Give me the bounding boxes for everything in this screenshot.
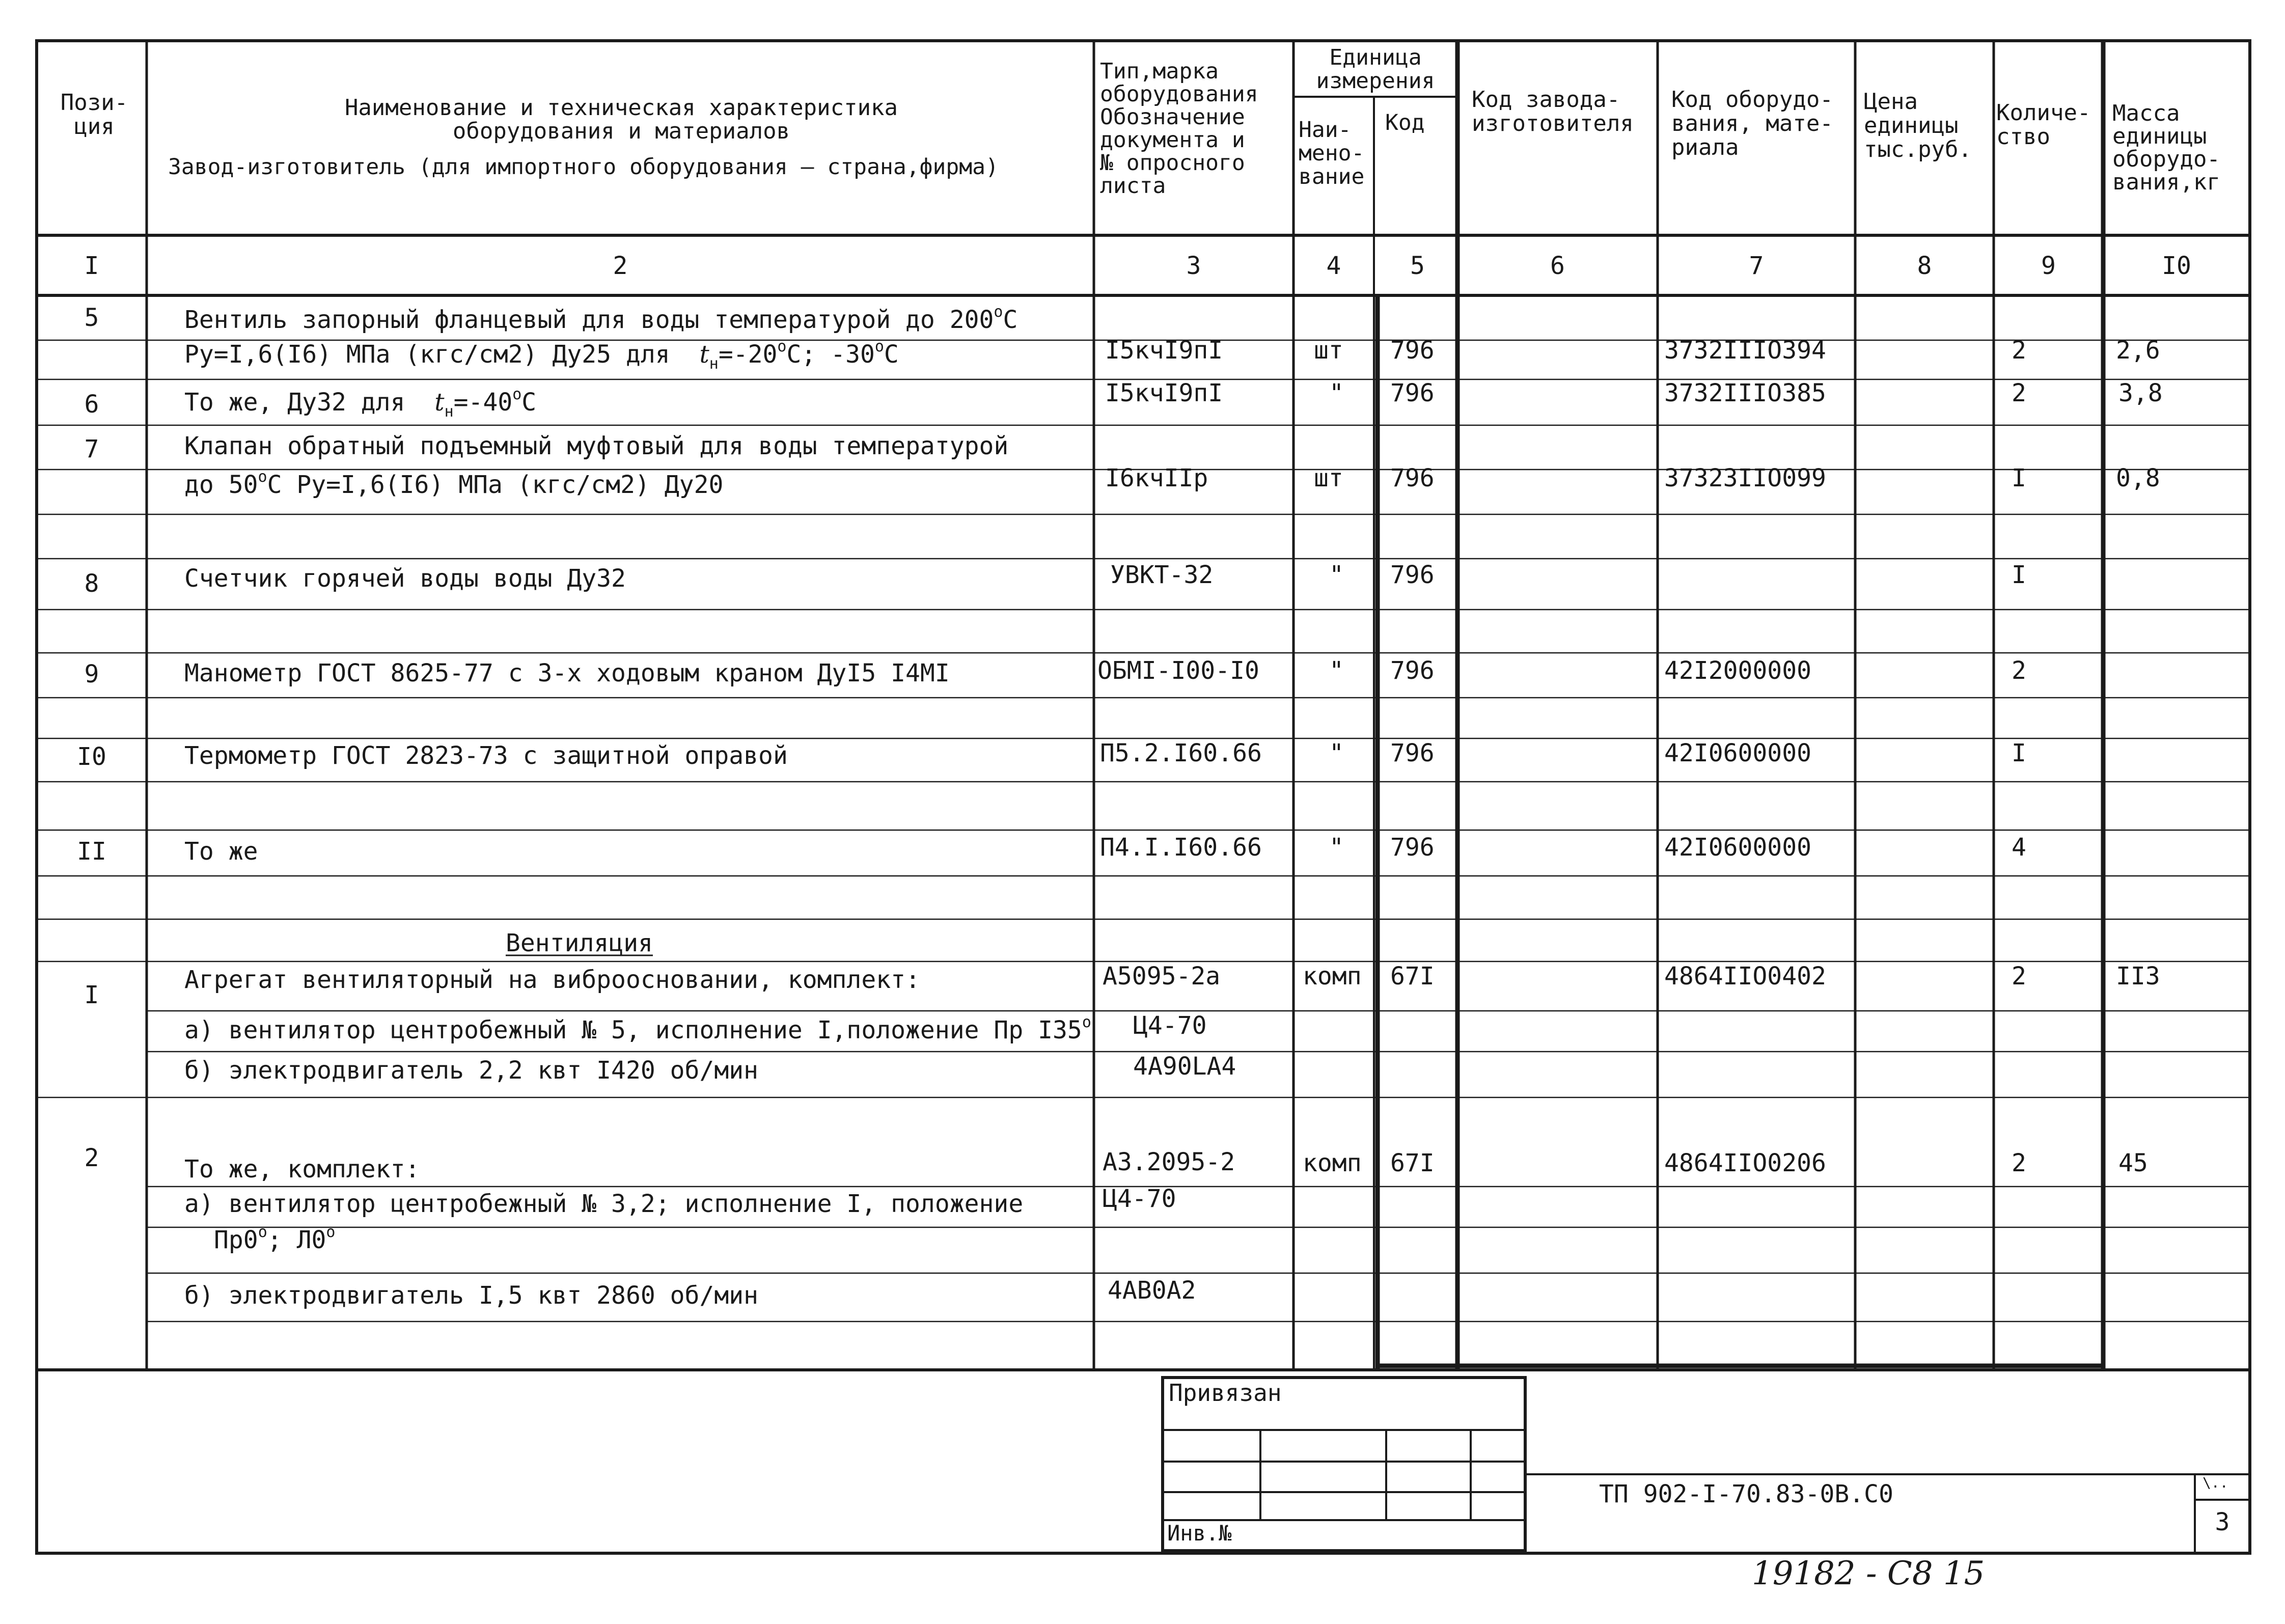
sheet-small-mark: \.. xyxy=(2203,1474,2228,1491)
header-type: Тип,марка оборудования Обозначение документа и № опросного листа xyxy=(1100,59,1258,199)
position-number: 8 xyxy=(84,569,99,598)
description-line: Счетчик горячей воды воды Ду32 xyxy=(184,564,626,593)
type-mark: 4АВ0А2 xyxy=(1108,1276,1196,1305)
type-mark: П4.I.I60.66 xyxy=(1100,833,1262,862)
equipment-code: 3732IIIО385 xyxy=(1664,379,1826,407)
quantity: 2 xyxy=(2012,379,2026,407)
unit-mass: 45 xyxy=(2118,1149,2148,1177)
unit-code: 67I xyxy=(1390,1149,1435,1177)
unit-name: " xyxy=(1329,656,1344,685)
unit-name: комп xyxy=(1303,1149,1362,1177)
quantity: I xyxy=(2012,464,2026,492)
stamp-linked-label: Привязан xyxy=(1169,1379,1282,1407)
type-mark: А5095-2а xyxy=(1103,962,1221,990)
position-number: 9 xyxy=(84,660,99,689)
unit-code: 796 xyxy=(1390,379,1435,407)
column-number: 3 xyxy=(1186,252,1201,280)
unit-name: " xyxy=(1329,379,1344,407)
type-mark: ОБМI-I00-I0 xyxy=(1097,656,1259,685)
description-line: То же, Ду32 для $t_н=-40^оС$ xyxy=(184,386,537,421)
unit-name: " xyxy=(1329,739,1344,767)
position-number: 5 xyxy=(84,304,99,332)
unit-name: комп xyxy=(1303,962,1362,990)
equipment-code: 3732IIIО394 xyxy=(1664,336,1826,365)
unit-code: 796 xyxy=(1390,656,1435,685)
description-line: Вентиль запорный фланцевый для воды температурой до $200^оС$ xyxy=(184,303,1018,334)
description-line: б) электродвигатель I,5 квт 2860 об/мин xyxy=(184,1281,759,1310)
header-unit-code: Код xyxy=(1385,110,1425,135)
header-factory-code: Код завода- изготовителя xyxy=(1472,87,1634,136)
equipment-code: 42I0600000 xyxy=(1664,833,1811,862)
equipment-code: 42I2000000 xyxy=(1664,656,1811,685)
description-line: Клапан обратный подъемный муфтовый для воды температурой xyxy=(184,432,1009,460)
type-mark: I5кчI9пI xyxy=(1105,336,1223,365)
header-name-line3: Завод-изготовитель (для импортного оборудования – страна,фирма) xyxy=(168,154,999,180)
column-number: 8 xyxy=(1917,252,1932,280)
type-mark: Ц4-70 xyxy=(1133,1011,1207,1040)
column-number: 5 xyxy=(1410,252,1425,280)
description-line: до $50^оС$ Ру=I,6(I6) МПа (кгс/см2) Ду20 xyxy=(184,468,724,499)
description-line: То же xyxy=(184,837,258,866)
header-name-line1: Наименование и техническая характеристика xyxy=(344,95,898,121)
sheet-number: 3 xyxy=(2215,1508,2230,1536)
quantity: I xyxy=(2012,739,2026,767)
document-designation: ТП 902-I-70.83-0В.С0 xyxy=(1599,1480,1893,1508)
position-number: 2 xyxy=(84,1144,99,1172)
handwritten-archive-number: 19182 - С8 15 xyxy=(1752,1555,1985,1592)
header-name-line2: оборудования и материалов xyxy=(452,118,790,144)
unit-name: " xyxy=(1329,833,1344,862)
description-line: Агрегат вентиляторный на виброосновании, комплект: xyxy=(184,966,920,994)
column-number: I0 xyxy=(2162,252,2191,280)
description-line: б) электродвигатель 2,2 квт I420 об/мин xyxy=(184,1056,759,1085)
column-number: 6 xyxy=(1550,252,1565,280)
unit-mass: 3,8 xyxy=(2118,379,2163,407)
header-unit-name: Наи- мено- вание xyxy=(1299,117,1365,189)
equipment-code: 37323IIО099 xyxy=(1664,464,1826,492)
equipment-code: 42I0600000 xyxy=(1664,739,1811,767)
header-position: Пози- ция xyxy=(60,90,128,140)
quantity: I xyxy=(2012,561,2026,589)
unit-code: 796 xyxy=(1390,336,1435,365)
position-number: I0 xyxy=(77,742,106,771)
unit-code: 796 xyxy=(1390,464,1435,492)
type-mark: 4А90LА4 xyxy=(1133,1052,1236,1081)
quantity: 2 xyxy=(2012,656,2026,685)
type-mark: I6кчIIр xyxy=(1105,464,1208,492)
equipment-code: 4864IIО0402 xyxy=(1664,962,1826,990)
type-mark: А3.2095-2 xyxy=(1103,1148,1235,1176)
header-mass: Масса единицы оборудо- вания,кг xyxy=(2112,100,2220,195)
description-line: а) вентилятор центробежный № 3,2; исполнение I, положение xyxy=(184,1190,1024,1218)
quantity: 2 xyxy=(2012,336,2026,365)
description-line: Ру=I,6(I6) МПа (кгс/см2) Ду25 для $t_н=-20^оС$; $-30^оС$ xyxy=(184,338,899,373)
quantity: 4 xyxy=(2012,833,2026,862)
column-number: 7 xyxy=(1749,252,1764,280)
type-mark: Ц4-70 xyxy=(1103,1185,1176,1213)
header-equipment-code: Код оборудо- вания, мате- риала xyxy=(1671,87,1833,160)
unit-code: 67I xyxy=(1390,962,1435,990)
column-number: 9 xyxy=(2041,252,2056,280)
unit-code: 796 xyxy=(1390,561,1435,589)
type-mark: I5кчI9пI xyxy=(1105,379,1223,407)
header-quantity: Количе- ство xyxy=(1996,100,2091,150)
column-number: I xyxy=(84,252,99,280)
quantity: 2 xyxy=(2012,1149,2026,1177)
position-number: 6 xyxy=(84,390,99,419)
equipment-code: 4864IIО0206 xyxy=(1664,1149,1826,1177)
description-line: Манометр ГОСТ 8625-77 с 3-х ходовым краном ДуI5 I4MI xyxy=(184,659,950,687)
description-line: То же, комплект: xyxy=(184,1155,420,1183)
unit-code: 796 xyxy=(1390,833,1435,862)
position-number: I xyxy=(84,981,99,1009)
column-number: 4 xyxy=(1326,252,1341,280)
position-number: 7 xyxy=(84,435,99,463)
description-line: Термометр ГОСТ 2823-73 с защитной оправой xyxy=(184,741,788,770)
description-line: $Пр0^о$; $Л0^о$ xyxy=(214,1223,336,1254)
unit-name: шт xyxy=(1314,464,1343,492)
quantity: 2 xyxy=(2012,962,2026,990)
type-mark: УВКТ-32 xyxy=(1110,561,1214,589)
unit-name: шт xyxy=(1314,336,1343,365)
unit-mass: 2,6 xyxy=(2116,336,2160,365)
stamp-inventory-label: Инв.№ xyxy=(1167,1521,1232,1546)
type-mark: П5.2.I60.66 xyxy=(1100,739,1262,767)
description-line: а) вентилятор центробежный № 5, исполнение I,положение Пр $I35^о$ xyxy=(184,1013,1091,1044)
unit-code: 796 xyxy=(1390,739,1435,767)
header-unit: Единица измерения xyxy=(1316,45,1435,94)
unit-mass: 0,8 xyxy=(2116,464,2160,492)
column-number: 2 xyxy=(613,252,628,280)
unit-mass: II3 xyxy=(2116,962,2160,990)
unit-name: " xyxy=(1329,561,1344,589)
header-price: Цена единицы тыс.руб. xyxy=(1864,89,1972,162)
section-title: Вентиляция xyxy=(506,929,653,957)
position-number: II xyxy=(77,837,106,866)
